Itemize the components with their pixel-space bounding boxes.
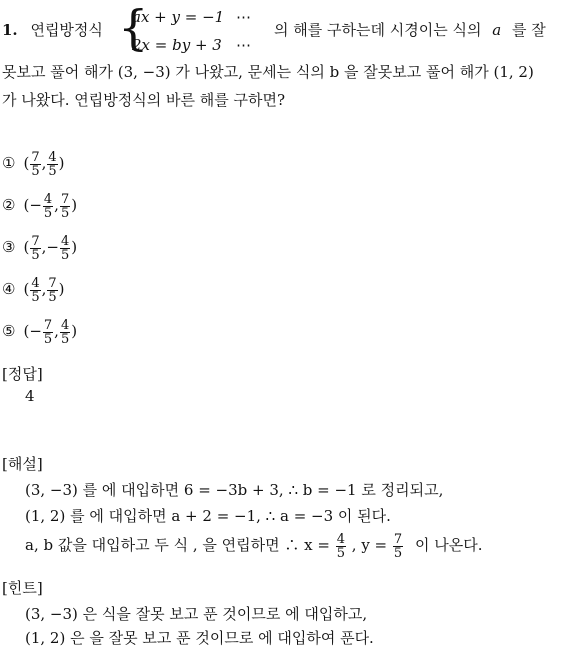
choice-b-denominator: 5: [60, 205, 70, 221]
choice-open-paren: (: [23, 196, 30, 214]
left-brace: {: [118, 0, 149, 56]
choice-close-paren: ): [58, 154, 65, 172]
choice-a-numerator: 7: [31, 149, 40, 165]
choice-b-numerator: 7: [48, 275, 57, 291]
choice-b-fraction: [60, 193, 70, 220]
explanation-line-3-pre: a, b 값을 대입하고 두 식 , 을 연립하면 ∴ x =: [25, 536, 330, 554]
hint-line-2: (1, 2) 은 을 잘못 보고 푼 것이므로 에 대입하여 푼다.: [25, 629, 374, 647]
choice-b-sign: −: [46, 238, 59, 256]
choice-a-sign: −: [29, 196, 42, 214]
problem-line1-end: 를 잘: [511, 21, 546, 39]
choice-b-numerator: 4: [60, 233, 70, 249]
explanation-line-3-mid: , y =: [351, 536, 388, 554]
solution-x-denominator: 5: [336, 545, 345, 561]
choice-close-paren: ): [71, 196, 78, 214]
choice-marker: ④: [2, 280, 16, 298]
choice-item[interactable]: [2, 316, 77, 346]
problem-line-1-tail: [274, 20, 546, 40]
choice-b-denominator: 5: [48, 289, 57, 305]
equation-1-dots: ⋯: [236, 8, 251, 26]
choice-open-paren: (: [23, 280, 30, 298]
choice-open-paren: (: [23, 238, 30, 256]
choice-a-denominator: 5: [43, 331, 53, 347]
choice-b-denominator: 5: [60, 247, 70, 263]
choice-close-paren: ): [71, 238, 78, 256]
equation-system: [118, 2, 268, 58]
choice-marker: ②: [2, 196, 16, 214]
choice-a-numerator: 4: [31, 275, 40, 291]
choice-item[interactable]: [2, 148, 65, 178]
choice-a-numerator: 7: [31, 233, 40, 249]
choice-b-fraction: [60, 235, 70, 262]
solution-x-numerator: 4: [336, 531, 345, 547]
choice-item[interactable]: [2, 190, 77, 220]
answer-value: 4: [25, 387, 35, 405]
choice-b-fraction: [60, 319, 70, 346]
problem-line-1: [2, 20, 103, 40]
problem-var-a: a: [492, 21, 502, 39]
solution-y-numerator: 7: [393, 531, 403, 547]
choice-marker: ③: [2, 238, 16, 256]
choice-b-denominator: 5: [48, 163, 57, 179]
solution-y-fraction: [393, 533, 403, 560]
choice-b-numerator: 4: [48, 149, 57, 165]
choice-separator: ,: [41, 280, 47, 298]
explanation-line-1: (3, −3) 를 에 대입하면 6 = −3b + 3, ∴ b = −1 로 정리되고,: [25, 481, 444, 499]
explanation-line-3: [25, 530, 482, 560]
problem-intro: 연립방정식: [30, 21, 103, 39]
choice-open-paren: (: [23, 322, 30, 340]
choice-open-paren: (: [23, 154, 30, 172]
choice-b-fraction: [47, 277, 57, 304]
choice-item[interactable]: [2, 232, 77, 262]
choice-separator: ,: [41, 154, 47, 172]
solution-x-fraction: [336, 533, 346, 560]
choice-close-paren: ): [71, 322, 78, 340]
choice-b-fraction: [47, 151, 57, 178]
choice-a-numerator: 4: [43, 191, 53, 207]
choice-separator: ,: [54, 196, 59, 214]
explanation-line-2: (1, 2) 를 에 대입하면 a + 2 = −1, ∴ a = −3 이 된다.: [25, 507, 391, 525]
problem-number: 1.: [2, 21, 18, 39]
answer-heading: [정답]: [2, 365, 43, 383]
problem-line-3: 가 나왔다. 연립방정식의 바른 해를 구하면?: [2, 91, 285, 109]
choice-b-numerator: 4: [60, 317, 70, 333]
choice-a-fraction: [43, 319, 53, 346]
explanation-heading: [해설]: [2, 455, 43, 473]
choice-separator: ,: [41, 238, 47, 256]
problem-line1-text: 의 해를 구하는데 시경이는 식의: [274, 21, 482, 39]
choice-b-denominator: 5: [60, 331, 70, 347]
choice-a-numerator: 7: [43, 317, 53, 333]
choice-a-fraction: [30, 235, 40, 262]
choice-a-fraction: [43, 193, 53, 220]
choice-marker: ⑤: [2, 322, 16, 340]
choice-separator: ,: [54, 322, 59, 340]
hint-line-1: (3, −3) 은 식을 잘못 보고 푼 것이므로 에 대입하고,: [25, 605, 368, 623]
choice-marker: ①: [2, 154, 16, 172]
explanation-line-3-post: 이 나온다.: [414, 536, 483, 554]
equation-1: ax + y = −1: [132, 8, 225, 26]
problem-line-2: 못보고 풀어 해가 (3, −3) 가 나왔고, 문세는 식의 b 을 잘못보고 풀어 해가 (1, 2): [2, 63, 534, 81]
choice-a-denominator: 5: [31, 163, 40, 179]
hint-heading: [힌트]: [2, 579, 43, 597]
choice-close-paren: ): [58, 280, 65, 298]
equation-2: 2x = by + 3: [132, 36, 222, 54]
choice-a-denominator: 5: [43, 205, 53, 221]
choice-a-fraction: [30, 277, 40, 304]
choice-item[interactable]: [2, 274, 65, 304]
choice-a-fraction: [30, 151, 40, 178]
choice-b-numerator: 7: [60, 191, 70, 207]
solution-y-denominator: 5: [393, 545, 403, 561]
choice-a-denominator: 5: [31, 289, 40, 305]
choice-a-sign: −: [29, 322, 42, 340]
choice-a-denominator: 5: [31, 247, 40, 263]
equation-2-dots: ⋯: [236, 36, 251, 54]
